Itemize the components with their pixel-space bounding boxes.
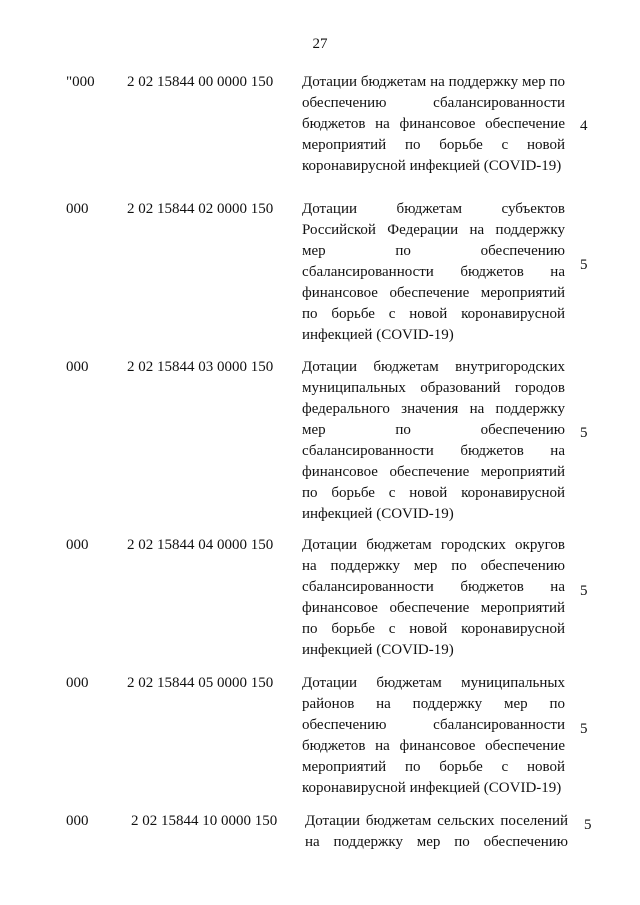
description-line: инфекцией (COVID-19) (302, 506, 454, 522)
description-line: по борьбе с новой коронавирусной (302, 485, 565, 501)
row-code: 000 (66, 675, 89, 691)
description-line: Дотации бюджетам субъектов (302, 201, 565, 217)
description-line: обеспечению сбалансированности (302, 717, 565, 733)
row-code: 000 (66, 537, 89, 553)
table-row (0, 811, 640, 861)
row-kbk: 2 02 15844 04 0000 150 (127, 537, 274, 553)
description-line: бюджетов на финансовое обеспечение (302, 116, 565, 132)
description-line: бюджетов на финансовое обеспечение (302, 738, 565, 754)
description-line: по борьбе с новой коронавирусной (302, 306, 565, 322)
description-line: финансовое обеспечение мероприятий (302, 464, 565, 480)
description-line: Российской Федерации на поддержку (302, 222, 565, 238)
row-amount: 5 (580, 425, 588, 441)
description-line: коронавирусной инфекцией (COVID-19) (302, 780, 562, 796)
row-amount: 4 (580, 118, 588, 134)
description-line: Дотации бюджетам на поддержку мер по (302, 74, 565, 90)
row-amount: 5 (580, 721, 588, 737)
table-row (0, 673, 640, 811)
description-line: Дотации бюджетам муниципальных (302, 675, 565, 691)
row-kbk: 2 02 15844 03 0000 150 (127, 359, 274, 375)
description-line: сбалансированности бюджетов на (302, 579, 565, 595)
row-amount: 5 (580, 583, 588, 599)
row-code: 000 (66, 359, 89, 375)
table-row (0, 72, 640, 199)
row-description (302, 673, 565, 799)
table-row (0, 199, 640, 357)
row-code: 000 (66, 201, 89, 217)
description-line: обеспечению сбалансированности (302, 95, 565, 111)
table-row (0, 357, 640, 535)
row-kbk: 2 02 15844 02 0000 150 (127, 201, 274, 217)
row-kbk: 2 02 15844 05 0000 150 (127, 675, 274, 691)
description-line: финансовое обеспечение мероприятий (302, 285, 565, 301)
description-line: районов на поддержку мер по (302, 696, 565, 712)
row-description (305, 811, 568, 853)
row-description (302, 535, 565, 661)
description-line: финансовое обеспечение мероприятий (302, 600, 565, 616)
row-description (302, 199, 565, 346)
row-amount: 5 (580, 257, 588, 273)
row-code: "000 (66, 74, 95, 90)
description-line: федерального значения на поддержку (302, 401, 565, 417)
row-amount: 5 (584, 817, 592, 833)
row-code: 000 (66, 813, 89, 829)
description-line: сбалансированности бюджетов на (302, 443, 565, 459)
description-line: на поддержку мер по обеспечению (305, 834, 568, 850)
description-line: Дотации бюджетам внутригородских (302, 359, 565, 375)
description-line: Дотации бюджетам городских округов (302, 537, 565, 553)
row-description (302, 357, 565, 525)
description-line: муниципальных образований городов (302, 380, 565, 396)
description-line: Дотации бюджетам сельских поселений (305, 813, 568, 829)
row-kbk: 2 02 15844 00 0000 150 (127, 74, 274, 90)
description-line: коронавирусной инфекцией (COVID-19) (302, 158, 562, 174)
page-number: 27 (312, 36, 328, 52)
table-row (0, 535, 640, 673)
description-line: на поддержку мер по обеспечению (302, 558, 565, 574)
description-line: инфекцией (COVID-19) (302, 327, 454, 343)
description-line: мер по обеспечению (302, 243, 565, 259)
description-line: мероприятий по борьбе с новой (302, 137, 565, 153)
row-description (302, 72, 565, 177)
budget-table (0, 72, 640, 861)
row-kbk: 2 02 15844 10 0000 150 (131, 813, 278, 829)
description-line: инфекцией (COVID-19) (302, 642, 454, 658)
description-line: мер по обеспечению (302, 422, 565, 438)
description-line: сбалансированности бюджетов на (302, 264, 565, 280)
description-line: мероприятий по борьбе с новой (302, 759, 565, 775)
description-line: по борьбе с новой коронавирусной (302, 621, 565, 637)
